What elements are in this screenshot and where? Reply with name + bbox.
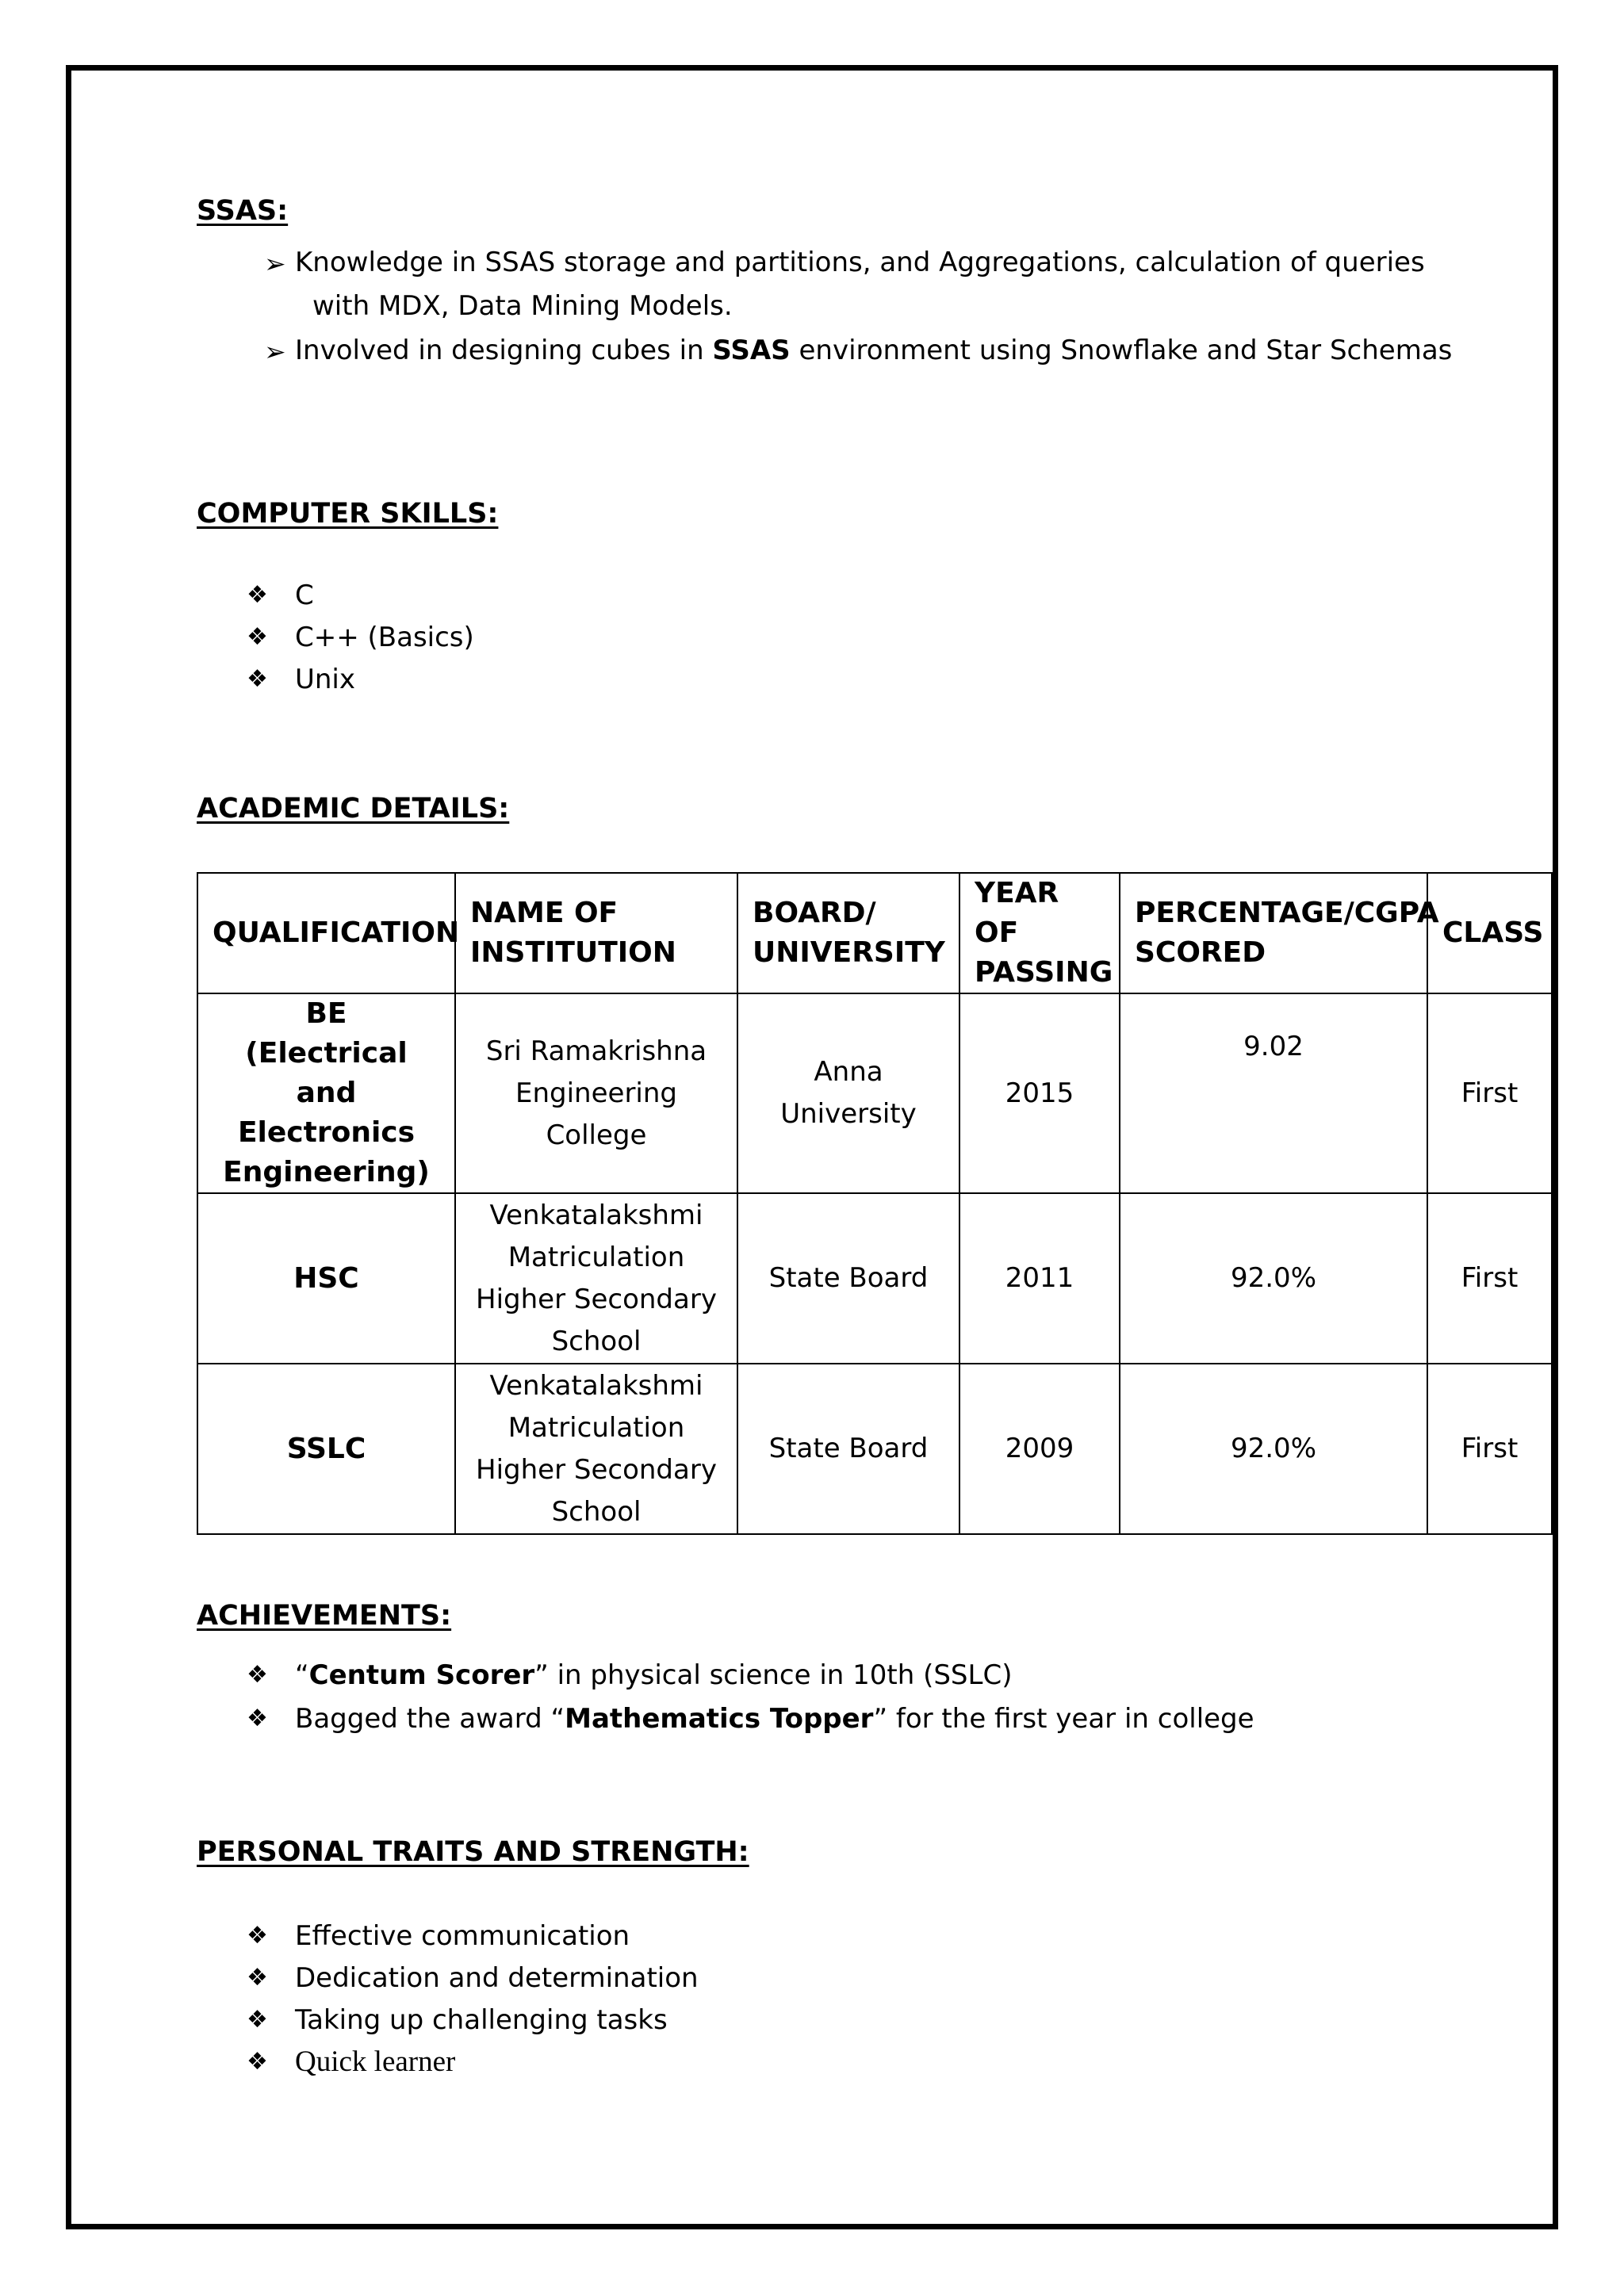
cell-qualification: SSLC (197, 1364, 455, 1534)
column-header-class: CLASS (1427, 873, 1552, 993)
four-diamond-bullet-icon: ❖ (247, 1705, 268, 1732)
cell-score: 9.02 (1120, 993, 1427, 1193)
cell-year: 2015 (959, 993, 1120, 1193)
skill-item: C++ (Basics) (295, 622, 474, 653)
ssas-heading: SSAS: (197, 195, 289, 227)
column-header-qualification: QUALIFICATION (197, 873, 455, 993)
trait-item: Quick learner (295, 2045, 456, 2078)
table-row (197, 1193, 1552, 1364)
ssas-item-1-line-1: Knowledge in SSAS storage and partitions, and Aggregations, calculation of queries (295, 247, 1425, 278)
achievements-heading: ACHIEVEMENTS: (197, 1600, 452, 1632)
four-diamond-bullet-icon: ❖ (247, 665, 268, 693)
cell-board: State Board (737, 1364, 959, 1534)
arrow-bullet-icon: ➢ (264, 336, 286, 367)
four-diamond-bullet-icon: ❖ (247, 2048, 268, 2076)
cell-score: 92.0% (1120, 1364, 1427, 1534)
trait-item: Dedication and determination (295, 1962, 699, 1994)
table-row (197, 993, 1552, 1193)
ssas-item-1-line-2: with MDX, Data Mining Models. (312, 290, 733, 322)
table-header-row (197, 873, 1552, 993)
table-row (197, 1364, 1552, 1534)
column-header-board: BOARD/ UNIVERSITY (737, 873, 959, 993)
trait-item: Taking up challenging tasks (295, 2004, 668, 2036)
four-diamond-bullet-icon: ❖ (247, 581, 268, 609)
skill-item: Unix (295, 664, 356, 695)
cell-institution: Venkatalakshmi Matriculation Higher Secondary School (455, 1364, 737, 1534)
cell-class: First (1427, 993, 1552, 1193)
column-header-year: YEAR OF PASSING (959, 873, 1120, 993)
cell-class: First (1427, 1364, 1552, 1534)
computer-skills-heading: COMPUTER SKILLS: (197, 498, 499, 530)
cell-board: Anna University (737, 993, 959, 1193)
achievement-item: “Centum Scorer” in physical science in 10th (SSLC) (295, 1659, 1013, 1691)
four-diamond-bullet-icon: ❖ (247, 623, 268, 651)
achievement-item: Bagged the award “Mathematics Topper” for the first year in college (295, 1703, 1254, 1735)
four-diamond-bullet-icon: ❖ (247, 2006, 268, 2034)
cell-score: 92.0% (1120, 1193, 1427, 1364)
trait-item: Effective communication (295, 1920, 630, 1952)
cell-year: 2009 (959, 1364, 1120, 1534)
four-diamond-bullet-icon: ❖ (247, 1922, 268, 1950)
cell-board: State Board (737, 1193, 959, 1364)
ssas-item-2: Involved in designing cubes in SSAS environment using Snowflake and Star Schemas (295, 335, 1453, 366)
column-header-score: PERCENTAGE/CGPA SCORED (1120, 873, 1427, 993)
four-diamond-bullet-icon: ❖ (247, 1964, 268, 1992)
cell-qualification: BE (Electrical and Electronics Engineering) (197, 993, 455, 1193)
academic-details-heading: ACADEMIC DETAILS: (197, 793, 510, 825)
cell-institution: Sri Ramakrishna Engineering College (455, 993, 737, 1193)
academic-details-table (197, 872, 1553, 1535)
cell-institution: Venkatalakshmi Matriculation Higher Secondary School (455, 1193, 737, 1364)
column-header-institution: NAME OF INSTITUTION (455, 873, 737, 993)
arrow-bullet-icon: ➢ (264, 248, 286, 279)
cell-year: 2011 (959, 1193, 1120, 1364)
four-diamond-bullet-icon: ❖ (247, 1661, 268, 1689)
cell-class: First (1427, 1193, 1552, 1364)
cell-qualification: HSC (197, 1193, 455, 1364)
personal-traits-heading: PERSONAL TRAITS AND STRENGTH: (197, 1836, 749, 1868)
skill-item: C (295, 580, 314, 611)
